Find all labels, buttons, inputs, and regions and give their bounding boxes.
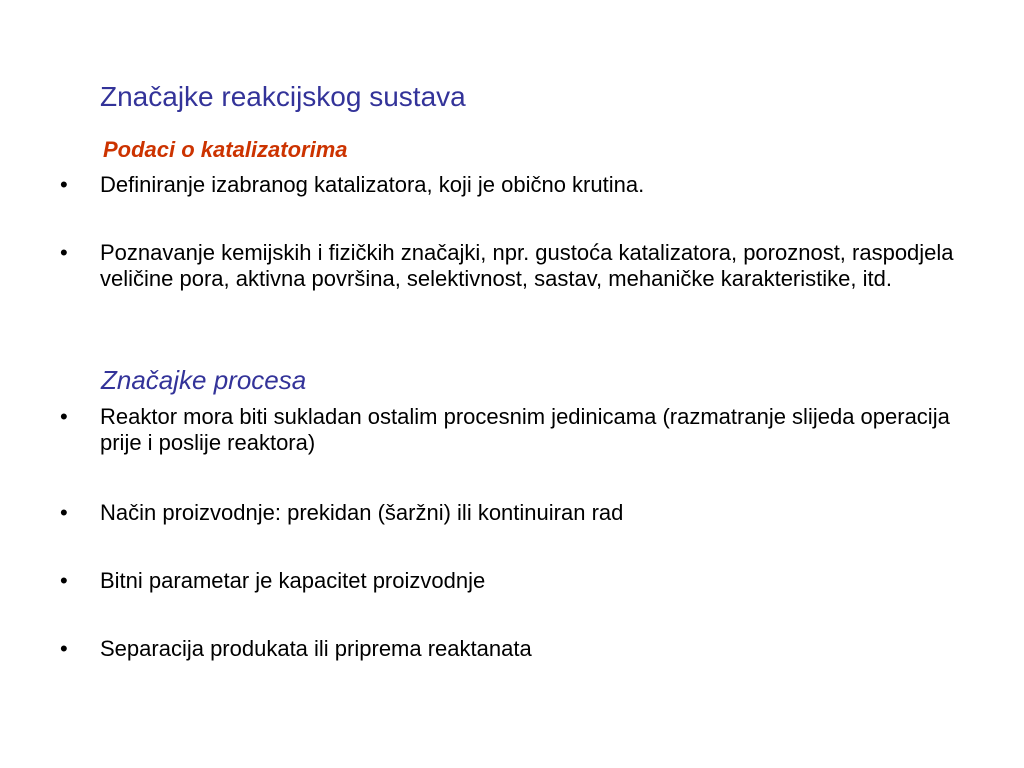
bullet-marker: • bbox=[60, 404, 68, 429]
process-heading: Značajke procesa bbox=[101, 365, 307, 395]
slide-title: Značajke reakcijskog sustava bbox=[100, 81, 466, 112]
bullet-text: Poznavanje kemijskih i fizičkih značajki, npr. gustoća katalizatora, poroznost, raspodjela veličine pora, aktivna površina, selektivnost, sastav, mehaničke karakteristike, itd. bbox=[100, 240, 954, 291]
bullet-item bbox=[60, 240, 960, 292]
bullet-item bbox=[60, 404, 960, 456]
bullet-text: Bitni parametar je kapacitet proizvodnje bbox=[100, 568, 486, 593]
bullet-marker: • bbox=[60, 172, 68, 197]
bullet-text: Reaktor mora biti sukladan ostalim procesnim jedinicama (razmatranje slijeda operacija prije i poslije reaktora) bbox=[100, 404, 950, 455]
bullet-marker: • bbox=[60, 240, 68, 265]
bullet-item bbox=[60, 172, 960, 198]
bullet-marker: • bbox=[60, 500, 68, 525]
catalyst-subheading: Podaci o katalizatorima bbox=[103, 137, 348, 162]
bullet-marker: • bbox=[60, 636, 68, 661]
bullet-text: Način proizvodnje: prekidan (šaržni) ili kontinuiran rad bbox=[100, 500, 624, 525]
bullet-item bbox=[60, 568, 960, 594]
bullet-item bbox=[60, 500, 960, 526]
bullet-text: Separacija produkata ili priprema reaktanata bbox=[100, 636, 532, 661]
bullet-text: Definiranje izabranog katalizatora, koji je obično krutina. bbox=[100, 172, 645, 197]
bullet-marker: • bbox=[60, 568, 68, 593]
bullet-item bbox=[60, 636, 960, 662]
